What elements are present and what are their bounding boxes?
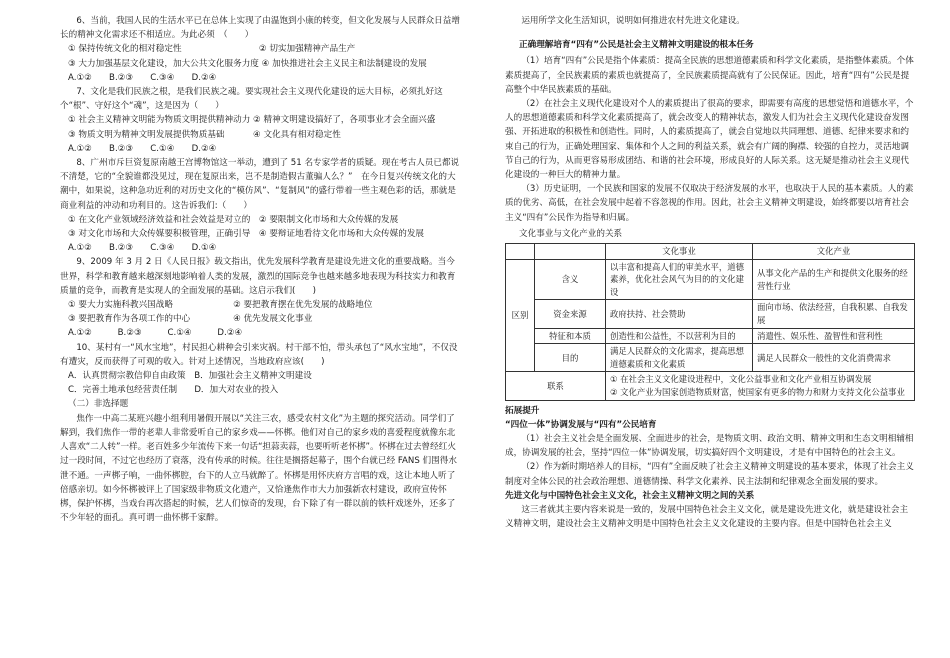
option-line: ③ 要把教育作为各项工作的中心 ④ 优先发展文化事业	[68, 314, 313, 325]
body-paragraph: （1）社会主义社会是全面发展、全面进步的社会，是物质文明、政治文明、精神文明和生态文明相辅相成，协调发展的社会，坚持“四位一体”协调发展，切实搞好四个文明建设，才是有中国特色的社会主义。	[505, 433, 914, 459]
answer-choices: A.①② B.②③ C.③④ D.①④	[68, 243, 217, 254]
cell-chanye: 面向市场、依法经营，自我积累、自我发展	[753, 300, 915, 328]
option-line: ① 在文化产业领域经济效益和社会效益是对立的 ② 要限制文化市场和大众传媒的发展	[68, 214, 399, 225]
row-label: 资金来源	[535, 300, 606, 328]
answer-choices: A.①② B.②③ C.①④ D.②④	[68, 328, 243, 339]
table-row	[506, 300, 915, 328]
cell-shiye: 创造性和公益性，不以营利为目的	[606, 328, 753, 344]
option-line: A．认真贯彻宗教信仰自由政策 B．加强社会主义精神文明建设	[68, 371, 312, 382]
body-paragraph: （3）历史证明，一个民族和国家的发展不仅取决于经济发展的水平，也取决于人民的基本素质。人的素质的优劣、高低，在社会发展中起着不容忽视的作用。因此，社会主义精神文明建设，始终都要以培育社会主义“四有”公民作为指导和归属。	[505, 184, 914, 223]
lianxi-item: ② 文化产业为国家创造物质财富，使国家有更多的物力和财力支持文化公益事业	[610, 386, 905, 397]
lianxi-label: 联系	[506, 372, 606, 400]
option-line: ① 要大力实施科教兴国战略 ② 要把教育摆在优先发展的战略地位	[68, 300, 373, 311]
lianxi-content	[606, 372, 915, 400]
section-heading-siyou: 正确理解培育“四有”公民是社会主义精神文明建设的根本任务	[519, 40, 754, 51]
section-heading-relation: 先进文化与中国特色社会主义文化，社会主义精神文明之间的关系	[505, 490, 755, 501]
header-shiye: 文化事业	[606, 244, 753, 260]
option-line: ③ 物质文明为精神文明发展提供物质基础 ④ 文化具有相对稳定性	[68, 129, 341, 140]
question-paragraph: 7、文化是我们民族之根，是我们民族之魂。要实现社会主义现代化建设的远大目标，必须扎好这个“根”、守好这个“魂”，这是因为（ ）	[60, 87, 443, 112]
table-row-lianxi	[506, 372, 915, 400]
option-line: ① 社会主义精神文明能为物质文明提供精神动力 ② 精神文明建设搞好了，各项事业才会全面兴盛	[68, 115, 436, 126]
option-line: （二）非选择题	[68, 399, 129, 410]
cell-chanye: 满足人民群众一般性的文化消费需求	[753, 344, 915, 372]
cell-chanye: 消遣性、娱乐性、盈智性和营利性	[753, 328, 915, 344]
section-heading-siwei: “四位一体”协调发展与“四有”公民培育	[505, 419, 657, 430]
siwei-paragraphs	[505, 432, 915, 489]
row-label: 特征和本质	[535, 328, 606, 344]
row-label: 含义	[535, 259, 606, 300]
lianxi-item: ① 在社会主义文化建设进程中，文化公益事业和文化产业相互协调发展	[610, 374, 872, 385]
option-line: C．完善土地承包经营责任制 D．加大对农业的投入	[68, 385, 279, 396]
row-label: 目的	[535, 344, 606, 372]
left-column	[60, 14, 460, 525]
question-paragraph: 10、某村有一“风水宝地”，村民担心耕种会引来灾祸。村干部不怕，带头承包了“风水宝地”，不仅没有遭灾，反而获得了可观的收入。针对上述情况，当地政府应该( )	[60, 342, 458, 367]
tuozhan-heading: 拓展提升	[505, 405, 540, 416]
qubie-label: 区别	[506, 259, 535, 372]
culture-comparison-table	[505, 243, 915, 401]
table-caption: 文化事业与文化产业的关系	[519, 228, 623, 239]
relation-paragraph: 这三者就其主要内容来说是一致的，发展中国特色社会主义文化，就是建设先进文化，就是建设社会主义精神文明，建设社会主义精神文明是中国特色社会主义文化建设的主要内容。但是中国特色社会主义	[505, 505, 909, 530]
cell-shiye: 满足人民群众的文化需求，提高思想道德素质和文化素质	[606, 344, 753, 372]
table-row	[506, 328, 915, 344]
question-paragraph: 焦作一中高二某班兴趣小组利用暑假开展以“关注三农，感受农村文化”为主题的探究活动。同学们了解到，我们焦作一带的老辈人非常爱听自己的家乡戏——怀梆。他们对自己的家乡戏的喜爱程度就像东北人喜欢“二人转”一样。老百姓多少年流传下来一句话“担蒜卖蒜，也要听听老怀梆”。怀梆在过去曾经红火过一段时间，不过它也经历了衰落，没有传承的时候。往往是搁搭起幕子，围个台就已经 FANS 们围得水泄不通。一声梆子响，一曲怀梆腔，台下的人立马就醉了。怀梆是用怀庆府方言唱的戏，这让本地人听了倍感亲切。如今怀梆被评上了国家级非物质文化遗产，又恰逢焦作市大力加强新农村建设，政府宣传怀梆，保护怀梆，当戏台再次搭起的时候，艺人们惊奇的发现，台下除了有一群以前的铁杆戏迷外，还多了不少年轻的面孔。真可谓一曲怀梆千家醉。	[60, 413, 457, 524]
answer-choices: A.①② B.②③ C.③④ D.②④	[68, 72, 217, 83]
right-column	[505, 14, 915, 531]
question-paragraph: 9、2009 年 3 月 2 日《人民日报》载文指出，优先发展科学教育是建设先进文化的重要战略。当今世界，科学和教育越来越深刻地影响着人类的发展，激烈的国际竞争也越来越多地表现为科技实力和教育质量的竞争，而教育是实现人的全面发展的基础。这启示我们( )	[60, 257, 456, 296]
question-paragraph: 6、当前，我国人民的生活水平已在总体上实现了由温饱到小康的转变，但文化发展与人民群众日益增长的精神文化需求还不相适应。为此必须 （ ）	[60, 16, 460, 41]
option-line: ③ 对文化市场和大众传媒要积极管理，正确引导 ④ 要辩证地看待文化市场和大众传媒的发展	[68, 229, 425, 240]
option-line: ③ 大力加强基层文化建设，加大公共文化服务力度 ④ 加快推进社会主义民主和法制建设的发展	[68, 58, 427, 69]
table-row	[506, 259, 915, 300]
answer-choices: A.①② B.②③ C.①④ D.②④	[68, 143, 217, 154]
question-paragraph: 8、广州市斥巨资复原南越王宫博物馆这一举动，遭到了 51 名专家学者的质疑。现在考古人员已都说不清楚，它的“全貌谁都没见过，现在复原出来，岂不是制造假古董骗人么？” 在今日复兴传统文化的大潮中，如果说，这种急功近利的对历史文化的“模仿风”、“复制风”的盛行带着一些主观色彩的话，那就是商业利益的冲动和功利目的。这告诉我们:（ ）	[60, 158, 460, 211]
body-paragraph: （2）作为新时期培养人的目标，“四有”全面反映了社会主义精神文明建设的基本要求，体现了社会主义制度对全体公民的社会政治理想、道德情操、科学文化素养、民主法制和纪律观念全面发展的要求。	[505, 462, 914, 487]
cell-shiye: 以丰富和提高人们的审美水平，道德素养，优化社会风气为目的的文化建设	[606, 259, 753, 300]
body-paragraph: （1）培育“四有”公民是指个体素质：提高全民族的思想道德素质和科学文化素质，是指整体素质。个体素质提高了，全民族素质的素质也就提高了，全民族素质提高就有了公民保证。因此，培育“四有”公民是提高整个中华民族素质的基础。	[505, 56, 914, 95]
header-chanye: 文化产业	[753, 244, 915, 260]
siyou-paragraphs	[505, 54, 915, 224]
cell-shiye: 政府扶持、社会赞助	[606, 300, 753, 328]
body-paragraph: （2）在社会主义现代化建设对个人的素质提出了很高的要求，即需要有高度的思想觉悟和道德水平，个人的思想道德素质和科学文化素质提高了，就会改变人的精神状态，激发人们为社会主义现代化建设奋发图强、开拓进取的积极性和创造性。同时，人的素质提高了，就会自觉地以共同理想、道德、纪律来要求和约束自己的行为，正确处理国家、集体和个人之间的利益关系，就会有广阔的胸襟、较强的自控力，灵活地调节自己的行为，从而更容易形成团结、和谐的社会环境，形成良好的人际关系。这无疑是推动社会主义现代化建设的一种巨大的精神力量。	[505, 99, 914, 181]
table-row	[506, 344, 915, 372]
table-body	[506, 259, 915, 372]
cell-chanye: 从事文化产品的生产和提供文化服务的经营性行业	[753, 259, 915, 300]
option-line: ① 保持传统文化的相对稳定性 ② 切实加强精神产品生产	[68, 44, 356, 55]
question-prompt: 运用所学文化生活知识，说明如何推进农村先进文化建设。	[521, 16, 745, 26]
table-header-row	[506, 244, 915, 260]
